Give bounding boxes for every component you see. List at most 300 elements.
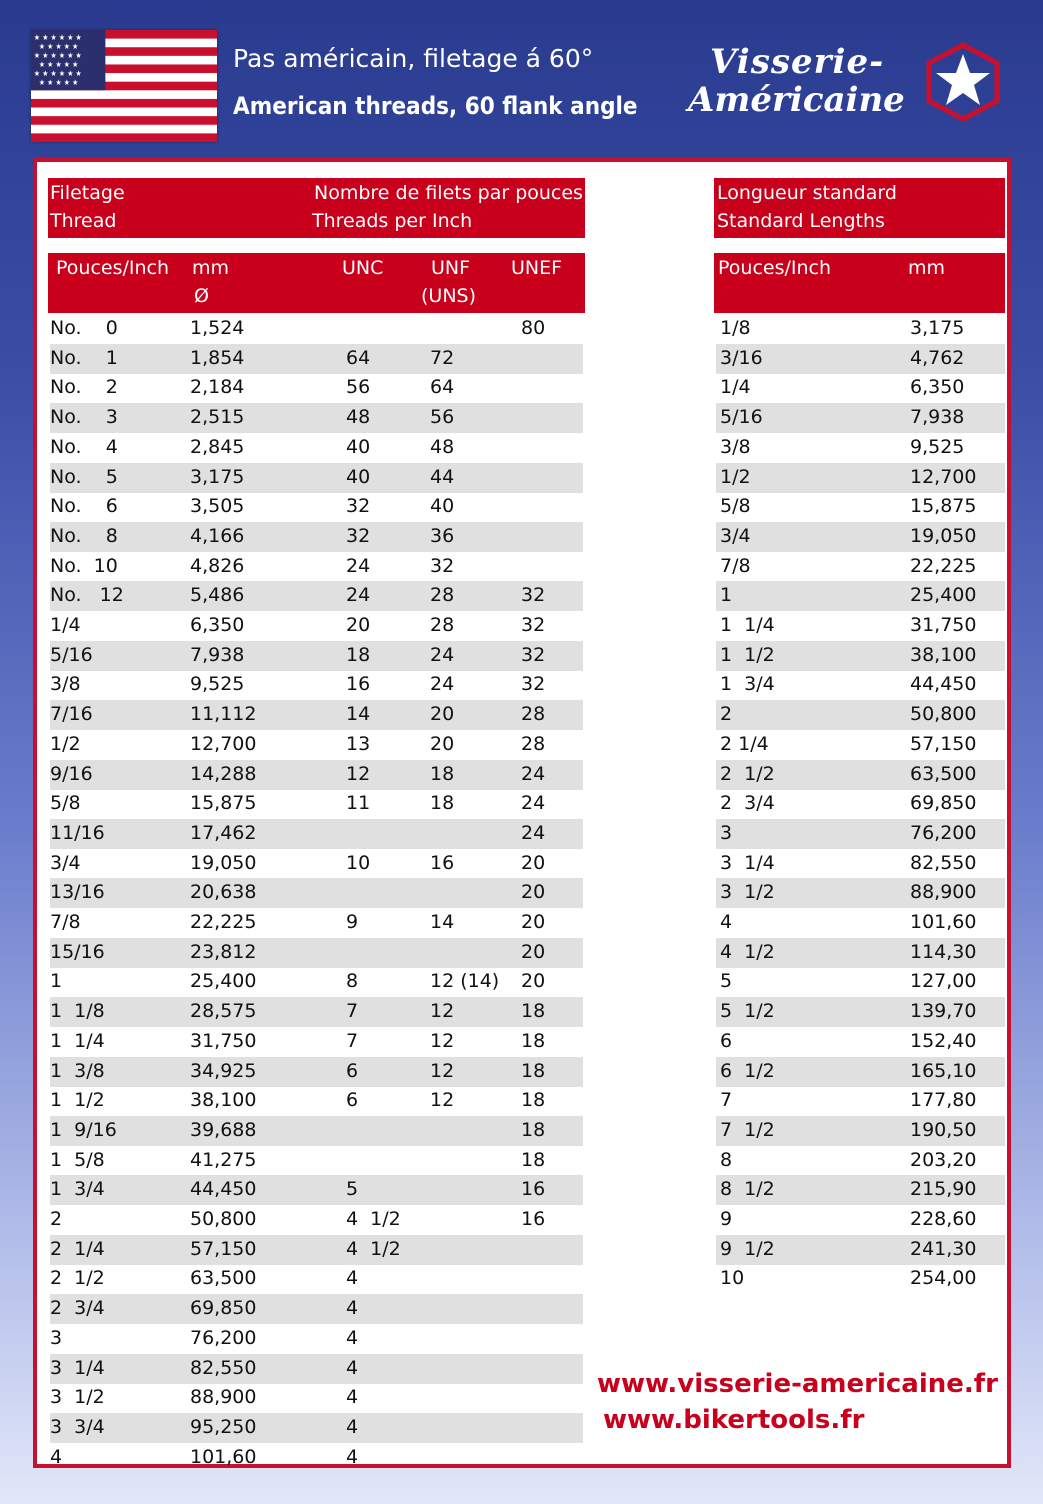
thread-cell-unef: 20 [521,940,546,963]
length-cell-mm: 152,40 [910,1029,977,1052]
thread-cell-mm: 5,486 [190,584,245,607]
thread-cell-unc: 6 [346,1059,359,1082]
brand-line2: Américaine [688,80,905,120]
length-cell-mm: 190,50 [910,1118,977,1141]
heading-threads-fr: Nombre de filets par pouces [314,182,583,204]
table-row [50,433,583,463]
thread-cell-unef: 18 [521,1029,546,1052]
thread-chart-panel [33,158,1011,1468]
thread-cell-unf: 48 [430,435,455,458]
length-cell-inch: 1/2 [720,465,751,488]
thread-cell-unc: 4 [346,1415,359,1438]
title-french: Pas américain, filetage á 60° [233,44,594,73]
thread-cell-unc: 7 [346,1000,359,1023]
length-cell-inch: 2 3/4 [720,792,775,815]
table-row [50,670,583,700]
thread-cell-mm: 3,175 [190,465,245,488]
length-cell-inch: 1/8 [720,317,751,339]
length-cell-mm: 203,20 [910,1148,977,1171]
length-cell-inch: 8 1/2 [720,1178,775,1201]
thread-cell-inch: 1/4 [50,614,81,636]
thread-cell-unef: 28 [521,703,546,726]
thread-cell-mm: 6,350 [190,614,245,636]
thread-cell-unf: 24 [430,643,455,666]
thread-cell-inch: 11/16 [50,821,105,844]
col-mm-header: mm [192,257,230,279]
length-cell-inch: 4 [720,911,733,933]
length-cell-inch: 4 1/2 [720,940,775,963]
star-hexagon-icon [926,42,1000,122]
table-row [716,700,1005,730]
thread-cell-mm: 38,100 [190,1089,257,1112]
thread-cell-unc: 7 [346,1029,359,1052]
thread-cell-unc: 18 [346,643,371,666]
length-cell-mm: 3,175 [910,317,965,339]
thread-cell-inch: 1 [50,970,63,993]
thread-cell-mm: 76,200 [190,1326,257,1349]
thread-cell-unc: 4 [346,1386,359,1409]
table-row [50,1146,583,1176]
length-cell-inch: 5/8 [720,495,751,518]
table-row [50,1354,583,1384]
thread-cell-mm: 22,225 [190,911,257,933]
length-column-header [714,253,1005,313]
thread-cell-inch: 3/8 [50,673,81,696]
thread-cell-mm: 57,150 [190,1237,257,1260]
table-row [716,433,1005,463]
table-row [716,1086,1005,1116]
thread-cell-mm: 15,875 [190,792,257,815]
svg-text:★ ★ ★ ★ ★: ★ ★ ★ ★ ★ [38,77,79,88]
heading-filetage: Filetage [50,182,125,204]
table-row [50,1294,583,1324]
length-cell-mm: 38,100 [910,643,977,666]
thread-cell-unf: 72 [430,346,455,369]
length-cell-inch: 3 [720,821,733,844]
thread-cell-mm: 19,050 [190,851,257,874]
thread-cell-mm: 2,184 [190,376,245,399]
length-cell-mm: 69,850 [910,792,977,815]
thread-cell-unc: 16 [346,673,371,696]
svg-text:★ ★ ★ ★ ★ ★: ★ ★ ★ ★ ★ ★ [33,50,82,61]
thread-cell-unef: 20 [521,911,546,933]
website-link-bikertools[interactable]: www.bikertools.fr [603,1405,865,1435]
col-mm-diameter-symbol: Ø [194,285,209,307]
thread-cell-inch: 7/8 [50,911,81,933]
table-row [716,1116,1005,1146]
thread-cell-unef: 18 [521,1118,546,1141]
thread-cell-inch: No. 0 [50,317,118,339]
table-row [716,730,1005,760]
thread-cell-mm: 14,288 [190,762,257,785]
table-row [716,581,1005,611]
thread-cell-unc: 5 [346,1178,359,1201]
thread-cell-unf: 20 [430,732,455,755]
title-english: American threads, 60 flank angle [233,92,638,120]
length-cell-inch: 2 [720,703,733,726]
length-cell-inch: 7 [720,1089,733,1112]
length-cell-mm: 101,60 [910,911,977,933]
table-row [50,344,583,374]
table-row [50,908,583,938]
table-row [50,789,583,819]
thread-cell-unef: 16 [521,1178,546,1201]
thread-cell-inch: No. 5 [50,465,118,488]
length-cell-inch: 5 [720,970,733,993]
length-cell-mm: 4,762 [910,346,965,369]
table-row [50,373,583,403]
thread-cell-unc: 12 [346,762,371,785]
thread-cell-unf: 12 (14) [430,970,500,993]
thread-cell-inch: 1 3/8 [50,1059,105,1082]
table-row [50,967,583,997]
length-cell-inch: 2 1/2 [720,762,775,785]
thread-cell-unc: 4 [346,1297,359,1320]
thread-cell-inch: 9/16 [50,762,93,785]
length-cell-inch: 1 3/4 [720,673,775,696]
thread-cell-unf: 12 [430,1059,455,1082]
table-row [50,552,583,582]
length-cell-mm: 22,225 [910,554,977,577]
thread-cell-mm: 69,850 [190,1297,257,1320]
thread-cell-mm: 4,166 [190,524,245,547]
thread-cell-inch: 1 5/8 [50,1148,105,1171]
thread-cell-unef: 18 [521,1089,546,1112]
thread-cell-inch: 1 1/2 [50,1089,105,1112]
table-row [50,819,583,849]
thread-cell-mm: 20,638 [190,881,257,904]
table-row [716,760,1005,790]
table-row [716,967,1005,997]
thread-cell-unf: 64 [430,376,455,399]
thread-cell-mm: 44,450 [190,1178,257,1201]
table-row [716,1264,1005,1294]
thread-cell-unf: 40 [430,495,455,518]
table-row [50,878,583,908]
length-cell-mm: 7,938 [910,406,965,429]
thread-cell-unf: 24 [430,673,455,696]
thread-cell-inch: 2 1/2 [50,1267,105,1290]
table-row [50,700,583,730]
thread-cell-unef: 24 [521,762,546,785]
length-cell-mm: 241,30 [910,1237,977,1260]
heading-thread: Thread [50,210,117,232]
thread-cell-mm: 1,854 [190,346,245,369]
length-cell-mm: 88,900 [910,881,977,904]
table-row [716,789,1005,819]
table-row [716,611,1005,641]
thread-cell-inch: No. 12 [50,584,124,607]
thread-cell-unef: 32 [521,673,546,696]
length-cell-mm: 139,70 [910,1000,977,1023]
thread-cell-mm: 4,826 [190,554,245,577]
length-cell-mm: 15,875 [910,495,977,518]
table-row [716,878,1005,908]
thread-cell-inch: 2 1/4 [50,1237,105,1260]
thread-cell-unef: 24 [521,821,546,844]
thread-cell-unef: 20 [521,881,546,904]
thread-cell-inch: No. 6 [50,495,118,518]
thread-cell-unc: 14 [346,703,371,726]
length-cell-mm: 50,800 [910,703,977,726]
table-row [50,1086,583,1116]
table-row [50,522,583,552]
thread-cell-mm: 28,575 [190,1000,257,1023]
thread-section-heading [48,178,585,238]
thread-cell-mm: 95,250 [190,1415,257,1438]
col-unf-header: UNF [431,257,471,279]
thread-cell-unc: 10 [346,851,371,874]
thread-cell-inch: 2 [50,1208,63,1230]
thread-cell-inch: 5/8 [50,792,81,815]
length-cell-inch: 9 [720,1208,733,1230]
length-cell-mm: 6,350 [910,376,965,399]
thread-cell-unc: 4 [346,1267,359,1290]
thread-cell-unf: 20 [430,703,455,726]
table-row [50,1324,583,1354]
table-row [716,1027,1005,1057]
svg-text:★ ★ ★ ★ ★ ★: ★ ★ ★ ★ ★ ★ [33,68,82,79]
length-cell-inch: 3 1/2 [720,881,775,904]
thread-cell-unef: 16 [521,1208,546,1230]
heading-threads-en: Threads per Inch [312,210,473,232]
table-row [50,1383,583,1413]
length-cell-mm: 76,200 [910,821,977,844]
table-row [50,938,583,968]
length-cell-mm: 215,90 [910,1178,977,1201]
length-cell-mm: 82,550 [910,851,977,874]
table-row [716,1235,1005,1265]
thread-cell-unc: 4 1/2 [346,1208,401,1230]
thread-cell-unef: 28 [521,732,546,755]
thread-cell-unc: 24 [346,584,371,607]
length-cell-inch: 3/16 [720,346,763,369]
brand-logo [688,40,1008,130]
length-cell-inch: 6 1/2 [720,1059,775,1082]
table-row [50,641,583,671]
thread-cell-unf: 28 [430,584,455,607]
thread-cell-unc: 32 [346,495,371,518]
length-cell-mm: 44,450 [910,673,977,696]
table-row [50,581,583,611]
thread-cell-unf: 32 [430,554,455,577]
thread-cell-mm: 101,60 [190,1445,257,1468]
length-section-heading [714,178,1005,238]
table-row [716,938,1005,968]
length-cell-mm: 165,10 [910,1059,977,1082]
thread-cell-mm: 41,275 [190,1148,257,1171]
table-row [50,1027,583,1057]
thread-cell-unf: 18 [430,792,455,815]
length-cell-inch: 7 1/2 [720,1118,775,1141]
thread-cell-inch: 3 1/2 [50,1386,105,1409]
thread-cell-unef: 18 [521,1000,546,1023]
us-flag-icon [31,30,217,142]
table-row [716,819,1005,849]
length-cell-mm: 127,00 [910,970,977,993]
thread-cell-inch: 1/2 [50,732,81,755]
thread-cell-mm: 34,925 [190,1059,257,1082]
length-cell-inch: 1 1/4 [720,614,775,636]
thread-cell-mm: 23,812 [190,940,257,963]
thread-cell-inch: No. 4 [50,435,118,458]
table-row [50,1264,583,1294]
length-cell-inch: 8 [720,1148,733,1171]
thread-cell-unc: 4 [346,1356,359,1379]
thread-cell-inch: 1 1/8 [50,1000,105,1023]
svg-text:★ ★ ★ ★ ★ ★: ★ ★ ★ ★ ★ ★ [33,32,82,43]
length-cell-inch: 9 1/2 [720,1237,775,1260]
thread-cell-unf: 12 [430,1029,455,1052]
thread-cell-unc: 40 [346,465,371,488]
table-row [50,1057,583,1087]
thread-cell-unc: 4 [346,1326,359,1349]
length-cell-mm: 228,60 [910,1208,977,1230]
thread-cell-inch: No. 10 [50,554,118,577]
thread-cell-inch: 13/16 [50,881,105,904]
thread-cell-inch: 7/16 [50,703,93,726]
thread-cell-mm: 1,524 [190,317,245,339]
table-row [716,1175,1005,1205]
thread-cell-unc: 9 [346,911,359,933]
thread-cell-inch: 3 3/4 [50,1415,105,1438]
length-col-inch-header: Pouces/Inch [718,257,832,279]
table-row [716,908,1005,938]
thread-cell-inch: 3 1/4 [50,1356,105,1379]
table-row [716,522,1005,552]
table-row [716,641,1005,671]
length-cell-mm: 25,400 [910,584,977,607]
thread-cell-mm: 39,688 [190,1118,257,1141]
table-row [716,670,1005,700]
table-row [716,997,1005,1027]
thread-cell-unc: 6 [346,1089,359,1112]
table-row [716,1146,1005,1176]
thread-cell-unf: 12 [430,1089,455,1112]
table-row [50,314,583,344]
table-row [716,552,1005,582]
thread-cell-unc: 11 [346,792,371,815]
thread-cell-inch: No. 3 [50,406,118,429]
thread-cell-unc: 20 [346,614,371,636]
thread-cell-inch: No. 2 [50,376,118,399]
thread-cell-mm: 2,515 [190,406,245,429]
thread-cell-inch: 3/4 [50,851,81,874]
thread-cell-unf: 44 [430,465,455,488]
table-row [50,730,583,760]
col-uns-header: (UNS) [421,285,477,307]
table-row [50,1116,583,1146]
length-cell-inch: 1 [720,584,733,607]
length-cell-inch: 1 1/2 [720,643,775,666]
thread-cell-unf: 18 [430,762,455,785]
thread-cell-mm: 3,505 [190,495,245,518]
thread-cell-unc: 56 [346,376,371,399]
thread-cell-mm: 82,550 [190,1356,257,1379]
table-row [50,1235,583,1265]
thread-cell-unef: 20 [521,851,546,874]
table-row [50,997,583,1027]
thread-cell-mm: 17,462 [190,821,257,844]
length-cell-mm: 254,00 [910,1267,977,1290]
thread-cell-inch: 15/16 [50,940,105,963]
length-cell-mm: 57,150 [910,732,977,755]
length-cell-inch: 5/16 [720,406,763,429]
svg-text:★ ★ ★ ★ ★: ★ ★ ★ ★ ★ [38,41,79,52]
thread-cell-unef: 18 [521,1148,546,1171]
table-row [50,1175,583,1205]
table-row [50,1413,583,1443]
table-row [716,849,1005,879]
thread-cell-inch: 1 3/4 [50,1178,105,1201]
heading-standard-lengths: Standard Lengths [717,210,885,232]
thread-cell-unc: 40 [346,435,371,458]
length-cell-inch: 3 1/4 [720,851,775,874]
thread-cell-unef: 80 [521,317,546,339]
thread-cell-inch: 4 [50,1445,63,1468]
thread-cell-unf: 36 [430,524,455,547]
thread-cell-unc: 4 1/2 [346,1237,401,1260]
length-cell-mm: 114,30 [910,940,977,963]
thread-cell-inch: 5/16 [50,643,93,666]
thread-cell-unf: 14 [430,911,455,933]
col-unef-header: UNEF [511,257,563,279]
thread-cell-inch: 1 9/16 [50,1118,117,1141]
length-cell-inch: 2 1/4 [720,732,769,755]
thread-cell-mm: 9,525 [190,673,245,696]
website-link-visserie[interactable]: www.visserie-americaine.fr [597,1369,998,1399]
table-row [50,1443,583,1473]
thread-cell-mm: 50,800 [190,1208,257,1230]
length-cell-inch: 6 [720,1029,733,1052]
thread-cell-unf: 28 [430,614,455,636]
thread-cell-unf: 16 [430,851,455,874]
thread-cell-mm: 2,845 [190,435,245,458]
length-cell-inch: 3/8 [720,435,751,458]
thread-cell-mm: 63,500 [190,1267,257,1290]
thread-cell-mm: 88,900 [190,1386,257,1409]
table-row [716,1057,1005,1087]
length-cell-mm: 177,80 [910,1089,977,1112]
thread-cell-unc: 64 [346,346,371,369]
table-row [716,403,1005,433]
length-col-mm-header: mm [908,257,946,279]
col-inch-header: Pouces/Inch [56,257,170,279]
thread-cell-mm: 11,112 [190,703,257,726]
length-cell-mm: 31,750 [910,614,977,636]
heading-longueur: Longueur standard [717,182,897,204]
table-row [716,1205,1005,1235]
thread-cell-unef: 32 [521,643,546,666]
table-row [716,344,1005,374]
brand-line1: Visserie- [710,42,885,82]
thread-cell-mm: 25,400 [190,970,257,993]
thread-cell-unf: 56 [430,406,455,429]
table-row [50,403,583,433]
table-row [50,463,583,493]
length-cell-inch: 5 1/2 [720,1000,775,1023]
length-cell-mm: 63,500 [910,762,977,785]
table-row [50,492,583,522]
thread-cell-mm: 31,750 [190,1029,257,1052]
col-unc-header: UNC [342,257,384,279]
thread-cell-inch: No. 8 [50,524,118,547]
length-cell-inch: 7/8 [720,554,751,577]
thread-cell-unc: 4 [346,1445,359,1468]
thread-cell-unc: 48 [346,406,371,429]
thread-cell-unc: 32 [346,524,371,547]
length-cell-inch: 10 [720,1267,745,1290]
